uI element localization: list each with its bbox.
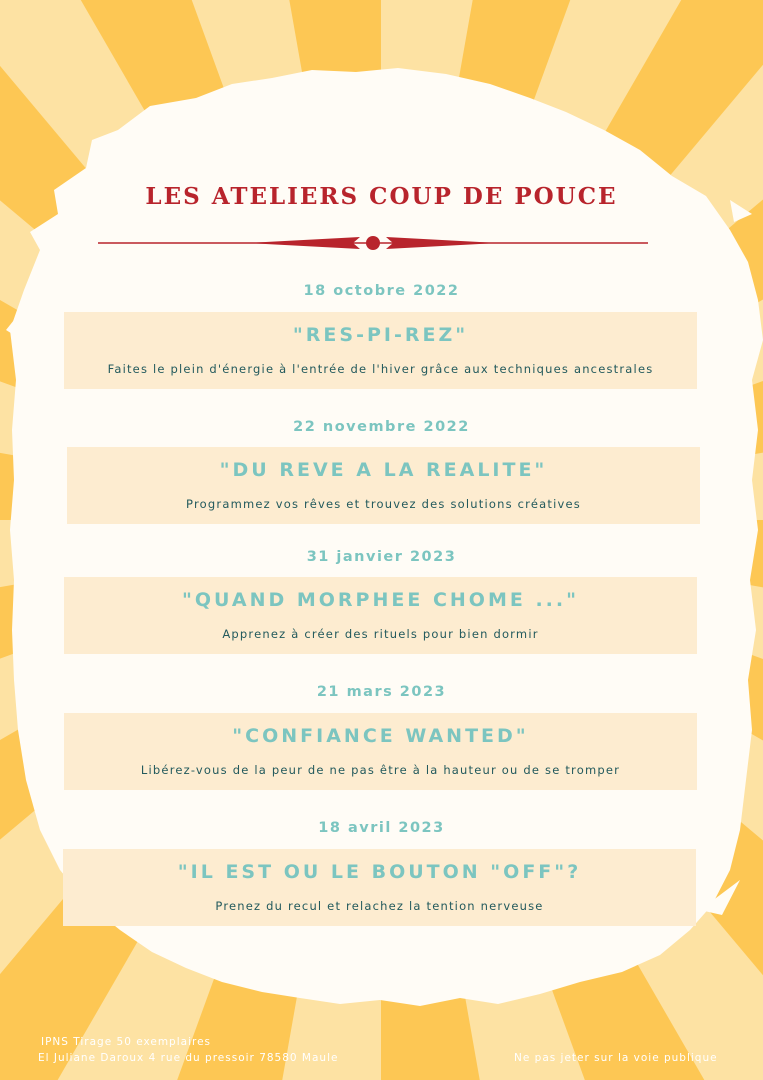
footer-notice: Ne pas jeter sur la voie publique [514,1052,718,1064]
workshop-4-description: Libérez-vous de la peur de ne pas être à la hauteur ou de se tromper [140,763,621,777]
workshop-1-date: 18 octobre 2022 [303,283,460,299]
footer-address: El Juliane Daroux 4 rue du pressoir 78580 Maule [38,1052,339,1064]
divider-right-arrow [386,237,498,249]
workshop-3-description: Apprenez à créer des rituels pour bien dormir [222,627,539,641]
workshop-1-description: Faites le plein d'énergie à l'entrée de l'hiver grâce aux techniques ancestrales [107,362,654,376]
workshop-4-title: "CONFIANCE WANTED" [232,725,529,747]
workshop-5-description: Prenez du recul et relachez la tention nerveuse [215,899,544,913]
divider-center-dot [366,236,380,250]
workshop-2-card [67,447,700,524]
workshop-5-date: 18 avril 2023 [318,820,445,836]
workshop-2-description: Programmez vos rêves et trouvez des solutions créatives [186,497,581,511]
workshop-2-title: "DU REVE A LA REALITE" [219,459,548,481]
workshop-2-date: 22 novembre 2022 [293,419,470,435]
poster-title: LES ATELIERS COUP DE POUCE [145,183,618,210]
workshop-1-title: "RES-PI-REZ" [292,324,469,346]
workshop-1-card [64,312,697,389]
workshop-3-card [64,577,697,654]
ornamental-divider [98,232,648,254]
workshop-3-title: "QUAND MORPHEE CHOME ..." [181,589,580,611]
workshop-3-date: 31 janvier 2023 [306,549,457,565]
workshop-5-title: "IL EST OU LE BOUTON "OFF"? [177,861,582,883]
workshop-5-card [63,849,696,926]
workshop-4-date: 21 mars 2023 [316,684,447,700]
divider-left-arrow [248,237,360,249]
workshop-4-card [64,713,697,790]
footer-print-info: IPNS Tirage 50 exemplaires [41,1036,212,1048]
